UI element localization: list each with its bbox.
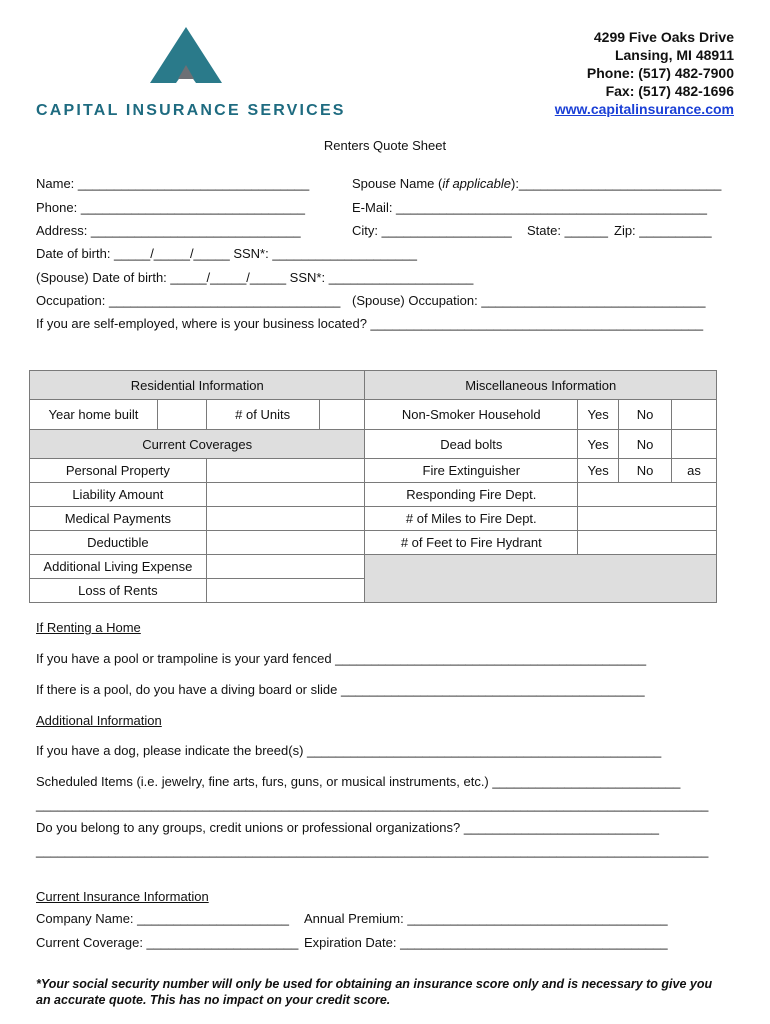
coverage-input-personal-property[interactable]	[206, 459, 365, 483]
city-field[interactable]: City: __________________	[352, 223, 512, 238]
coverage-input-additional-living[interactable]	[206, 555, 365, 579]
street-address: 4299 Five Oaks Drive	[593, 29, 734, 45]
occupation-field[interactable]: Occupation: ________________________________	[36, 293, 341, 308]
coverage-label-additional-living: Additional Living Expense	[30, 555, 207, 579]
coverage-input-deductible[interactable]	[206, 531, 365, 555]
company-name: CAPITAL INSURANCE SERVICES	[36, 102, 346, 119]
coverage-label-loss-of-rents: Loss of Rents	[30, 579, 207, 603]
year-home-built-label: Year home built	[30, 400, 158, 430]
dead-bolts-extra[interactable]	[672, 430, 717, 459]
miles-fire-dept-input[interactable]	[578, 507, 717, 531]
coverage-input-liability[interactable]	[206, 483, 365, 507]
company-logo-mark	[150, 27, 222, 85]
misc-label-responding-fire-dept: Responding Fire Dept.	[365, 483, 578, 507]
dog-breed-question[interactable]: If you have a dog, please indicate the breed(s) _________________________________________________	[36, 743, 662, 758]
address-field[interactable]: Address: _____________________________	[36, 223, 301, 238]
non-smoker-extra[interactable]	[672, 400, 717, 430]
email-field[interactable]: E-Mail: ___________________________________________	[352, 200, 707, 215]
coverage-label-liability: Liability Amount	[30, 483, 207, 507]
spouse-name-field[interactable]	[352, 176, 721, 191]
year-home-built-input[interactable]	[157, 400, 206, 430]
diving-board-question[interactable]: If there is a pool, do you have a diving board or slide __________________________________________	[36, 682, 645, 697]
coverage-label-deductible: Deductible	[30, 531, 207, 555]
spouse-name-suffix: ):____________________________	[510, 176, 722, 191]
num-units-label: # of Units	[206, 400, 319, 430]
renting-home-heading: If Renting a Home	[36, 620, 141, 635]
contact-block	[555, 28, 734, 118]
spouse-occupation-field[interactable]: (Spouse) Occupation: _______________________________	[352, 293, 706, 308]
form-title: Renters Quote Sheet	[323, 138, 447, 153]
responding-fire-dept-input[interactable]	[578, 483, 717, 507]
coverage-label-personal-property: Personal Property	[30, 459, 207, 483]
expiration-date-field[interactable]: Expiration Date: _____________________________________	[304, 935, 668, 950]
misc-label-fire-extinguisher: Fire Extinguisher	[365, 459, 578, 483]
scheduled-items-line[interactable]: _____________________________________________________________________________________________	[36, 797, 709, 812]
current-coverage-field[interactable]: Current Coverage: _____________________	[36, 935, 299, 950]
website-link[interactable]: www.capitalinsurance.com	[554, 101, 734, 117]
misc-info-header: Miscellaneous Information	[365, 371, 717, 400]
additional-info-heading: Additional Information	[36, 713, 162, 728]
misc-label-non-smoker: Non-Smoker Household	[365, 400, 578, 430]
spouse-name-italic: if applicable	[442, 176, 511, 191]
name-field[interactable]: Name: ________________________________	[36, 176, 310, 191]
spouse-name-prefix: Spouse Name (	[352, 176, 443, 191]
residential-info-header: Residential Information	[30, 371, 365, 400]
fire-extinguisher-yes[interactable]: Yes	[578, 459, 619, 483]
misc-label-dead-bolts: Dead bolts	[365, 430, 578, 459]
self-employed-field[interactable]: If you are self-employed, where is your business located? ______________________________________________	[36, 316, 704, 331]
annual-premium-field[interactable]: Annual Premium: ____________________________________	[304, 911, 668, 926]
num-units-input[interactable]	[319, 400, 365, 430]
groups-question[interactable]: Do you belong to any groups, credit unions or professional organizations? ___________________________	[36, 820, 660, 835]
misc-label-feet-hydrant: # of Feet to Fire Hydrant	[365, 531, 578, 555]
coverage-input-loss-of-rents[interactable]	[206, 579, 365, 603]
dob-ssn-field[interactable]: Date of birth: _____/_____/_____ SSN*: ____________________	[36, 246, 417, 261]
phone-number: Phone: (517) 482-7900	[586, 65, 734, 81]
misc-shaded-area	[365, 555, 717, 603]
coverage-input-medical[interactable]	[206, 507, 365, 531]
scheduled-items-question[interactable]: Scheduled Items (i.e. jewelry, fine arts, furs, guns, or musical instruments, etc.) __________________________	[36, 774, 681, 789]
phone-field[interactable]: Phone: _______________________________	[36, 200, 305, 215]
coverage-label-medical: Medical Payments	[30, 507, 207, 531]
fire-extinguisher-no[interactable]: No	[619, 459, 672, 483]
dead-bolts-yes[interactable]: Yes	[578, 430, 619, 459]
fax-number: Fax: (517) 482-1696	[605, 83, 734, 99]
company-name-field[interactable]: Company Name: _____________________	[36, 911, 289, 926]
current-insurance-heading: Current Insurance Information	[36, 889, 209, 904]
non-smoker-no[interactable]: No	[619, 400, 672, 430]
state-field[interactable]: State: ______	[527, 223, 608, 238]
groups-line[interactable]: _____________________________________________________________________________________________	[36, 843, 709, 858]
feet-hydrant-input[interactable]	[578, 531, 717, 555]
misc-label-miles-fire-dept: # of Miles to Fire Dept.	[365, 507, 578, 531]
info-table	[29, 370, 717, 603]
pool-fenced-question[interactable]: If you have a pool or trampoline is your yard fenced ___________________________________________	[36, 651, 647, 666]
dead-bolts-no[interactable]: No	[619, 430, 672, 459]
non-smoker-yes[interactable]: Yes	[578, 400, 619, 430]
ssn-footnote: *Your social security number will only be used for obtaining an insurance score only and is necessary to give you an accurate quote. This has no impact on your credit score.	[36, 977, 713, 1007]
fire-extinguisher-extra[interactable]: as	[672, 459, 717, 483]
zip-field[interactable]: Zip: __________	[614, 223, 712, 238]
current-coverages-header: Current Coverages	[30, 430, 365, 459]
spouse-dob-ssn-field[interactable]: (Spouse) Date of birth: _____/_____/_____ SSN*: ____________________	[36, 270, 474, 285]
city-state-zip: Lansing, MI 48911	[614, 47, 734, 63]
